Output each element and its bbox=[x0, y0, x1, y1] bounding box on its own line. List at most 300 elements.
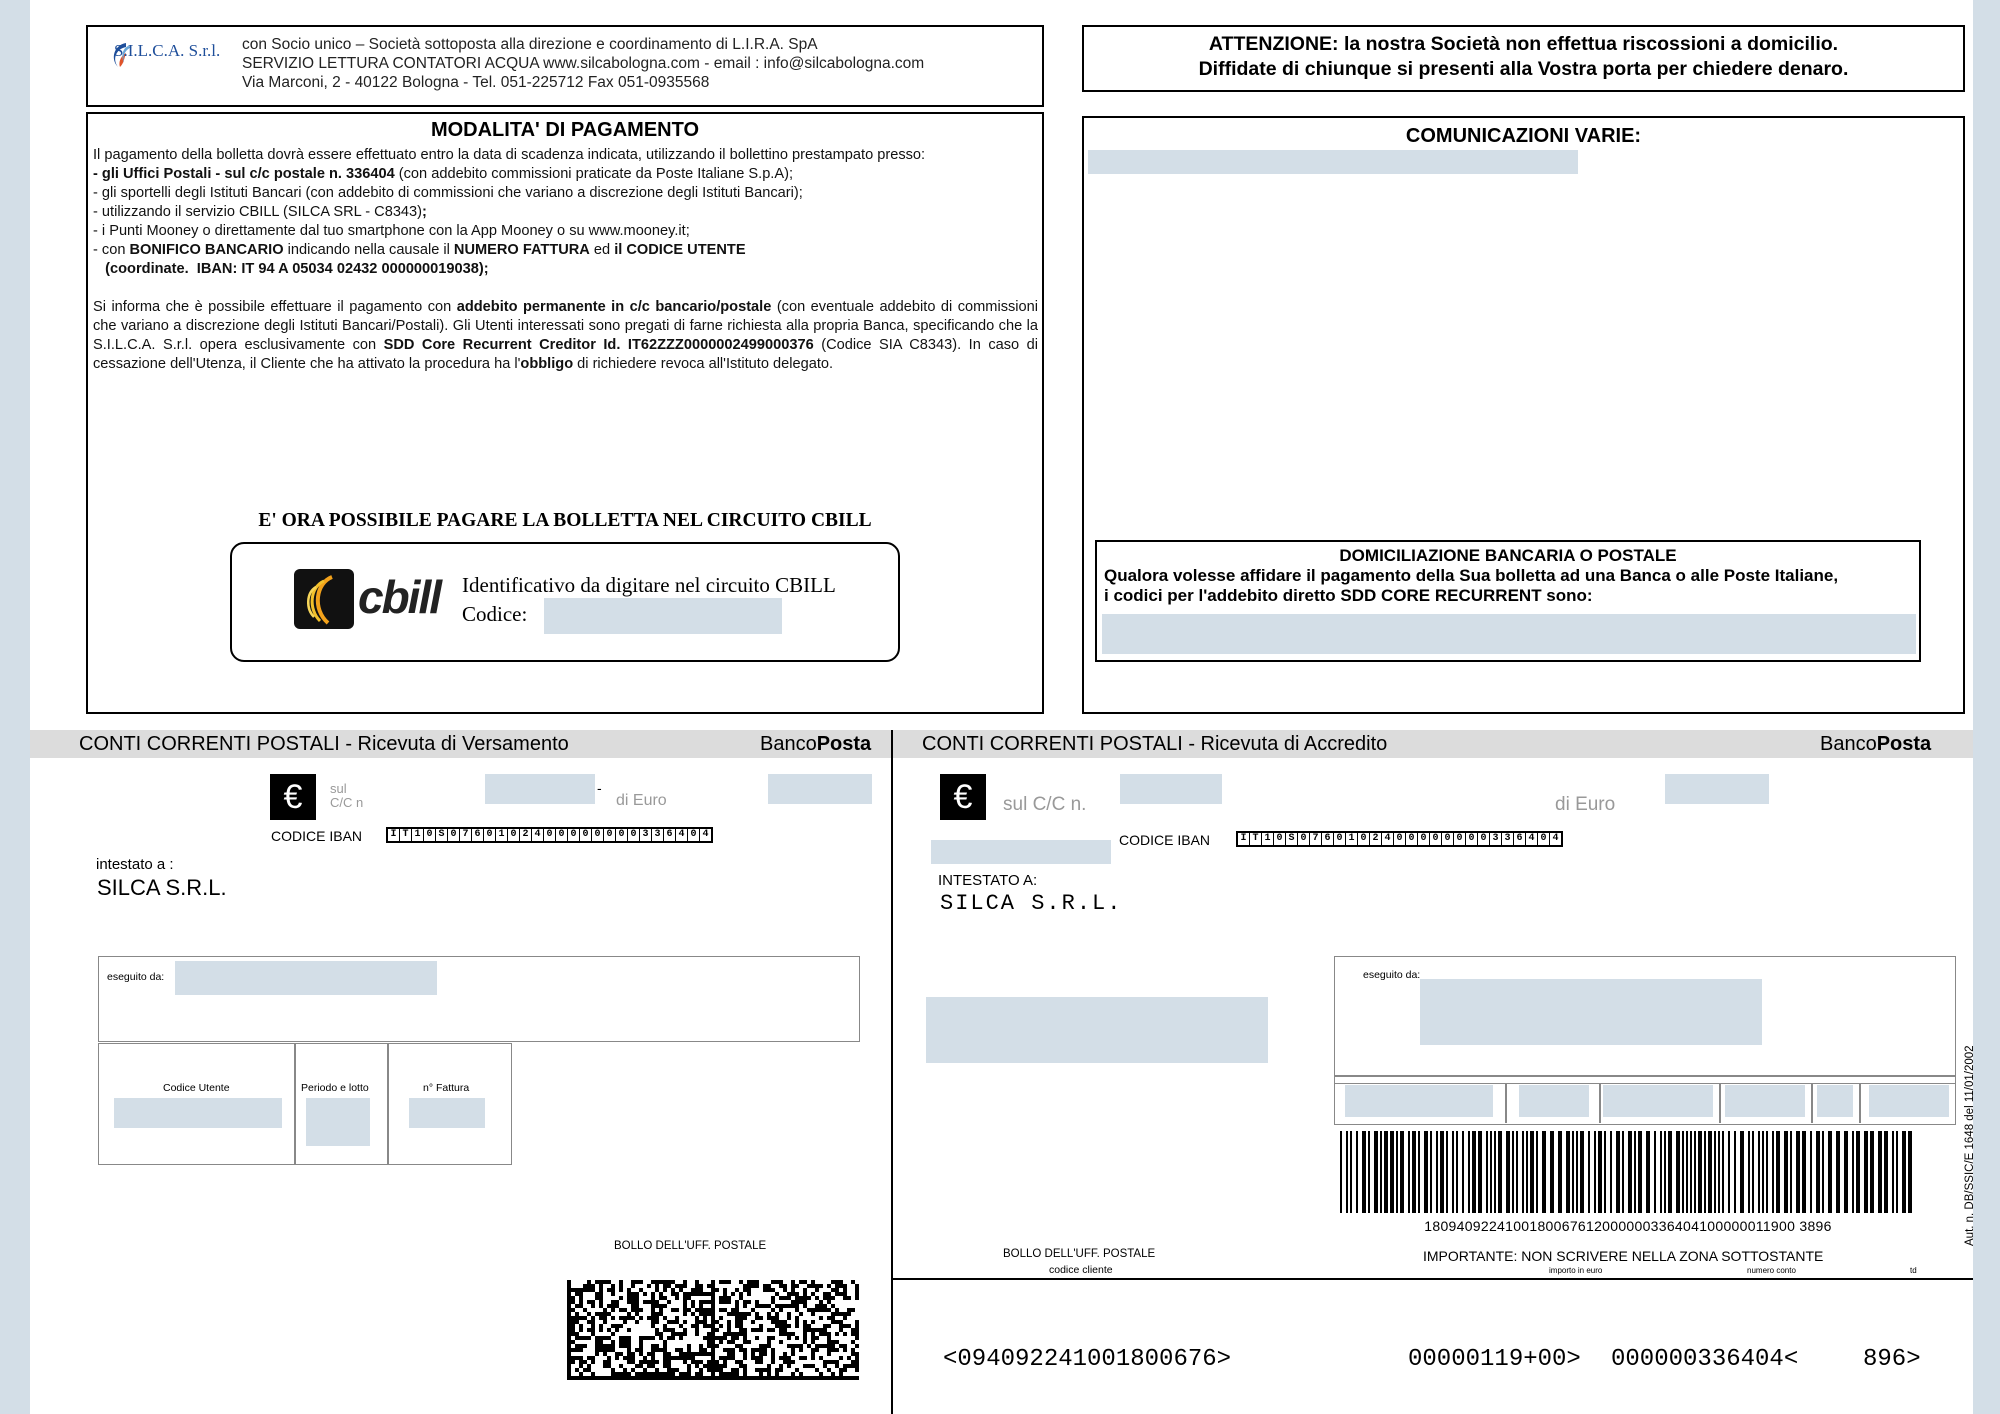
matrix-module bbox=[647, 1352, 651, 1356]
matrix-module bbox=[627, 1288, 631, 1292]
code-cell bbox=[1817, 1085, 1853, 1117]
barcode-bar bbox=[1452, 1131, 1454, 1213]
matrix-module bbox=[667, 1356, 671, 1360]
matrix-module bbox=[619, 1288, 623, 1292]
matrix-module bbox=[699, 1344, 703, 1348]
matrix-module bbox=[727, 1320, 731, 1324]
matrix-module bbox=[811, 1308, 815, 1312]
matrix-module bbox=[631, 1376, 635, 1380]
matrix-module bbox=[611, 1292, 615, 1296]
barcode-bar bbox=[1436, 1131, 1438, 1213]
matrix-module bbox=[771, 1360, 775, 1364]
matrix-module bbox=[731, 1332, 735, 1336]
matrix-module bbox=[627, 1360, 631, 1364]
iban-char: I bbox=[1238, 833, 1249, 845]
barcode-bar bbox=[1664, 1131, 1666, 1213]
matrix-module bbox=[611, 1324, 615, 1328]
matrix-module bbox=[583, 1368, 587, 1372]
communications-text bbox=[1088, 150, 1578, 174]
bancoposta-logo-right: BancoPosta bbox=[1820, 733, 1932, 755]
matrix-module bbox=[811, 1312, 815, 1316]
barcode-bar bbox=[1526, 1131, 1528, 1213]
matrix-module bbox=[643, 1360, 647, 1364]
matrix-module bbox=[647, 1284, 651, 1288]
matrix-module bbox=[635, 1304, 639, 1308]
matrix-module bbox=[839, 1356, 843, 1360]
matrix-module bbox=[835, 1312, 839, 1316]
barcode-icon bbox=[1340, 1131, 1918, 1215]
matrix-module bbox=[639, 1288, 643, 1292]
matrix-module bbox=[671, 1320, 675, 1324]
matrix-module bbox=[567, 1320, 571, 1324]
matrix-module bbox=[639, 1336, 643, 1340]
matrix-module bbox=[679, 1352, 683, 1356]
matrix-module bbox=[783, 1332, 787, 1336]
matrix-module bbox=[767, 1284, 771, 1288]
matrix-module bbox=[643, 1356, 647, 1360]
matrix-module bbox=[799, 1300, 803, 1304]
matrix-module bbox=[827, 1308, 831, 1312]
matrix-module bbox=[815, 1368, 819, 1372]
amount-right bbox=[1665, 774, 1769, 804]
matrix-module bbox=[635, 1300, 639, 1304]
matrix-module bbox=[675, 1320, 679, 1324]
matrix-module bbox=[683, 1328, 687, 1332]
matrix-module bbox=[579, 1348, 583, 1352]
payment-intro: Il pagamento della bolletta dovrà essere effettuato entro la data di scadenza indicata, utilizzando il bollettino prestampato presso: bbox=[93, 147, 926, 163]
matrix-module bbox=[795, 1292, 799, 1296]
iban-char: 7 bbox=[460, 829, 471, 841]
matrix-module bbox=[783, 1296, 787, 1300]
matrix-module bbox=[779, 1368, 783, 1372]
bancoposta-logo-left: BancoPosta bbox=[760, 733, 872, 755]
matrix-module bbox=[843, 1344, 847, 1348]
matrix-module bbox=[803, 1364, 807, 1368]
codice-utente-value bbox=[114, 1098, 282, 1128]
cbill-logo-text: cbill bbox=[358, 571, 441, 623]
matrix-module bbox=[803, 1340, 807, 1344]
matrix-module bbox=[659, 1280, 663, 1284]
company-logo-text: S.I.L.C.A. S.r.l. bbox=[114, 41, 221, 60]
cc-number-right bbox=[1120, 774, 1222, 804]
matrix-module bbox=[763, 1344, 767, 1348]
matrix-module bbox=[835, 1292, 839, 1296]
matrix-module bbox=[587, 1356, 591, 1360]
matrix-module bbox=[647, 1300, 651, 1304]
barcode-bar bbox=[1478, 1131, 1482, 1213]
matrix-module bbox=[675, 1376, 679, 1380]
matrix-module bbox=[743, 1312, 747, 1316]
matrix-module bbox=[771, 1376, 775, 1380]
barcode-bar bbox=[1884, 1131, 1888, 1213]
iban-char: 0 bbox=[1406, 833, 1417, 845]
matrix-module bbox=[831, 1296, 835, 1300]
matrix-module bbox=[787, 1336, 791, 1340]
matrix-module bbox=[751, 1328, 755, 1332]
matrix-module bbox=[707, 1332, 711, 1336]
matrix-module bbox=[807, 1284, 811, 1288]
barcode-bar bbox=[1346, 1131, 1348, 1213]
matrix-module bbox=[851, 1364, 855, 1368]
matrix-module bbox=[659, 1348, 663, 1352]
barcode-bar bbox=[1430, 1131, 1432, 1213]
matrix-module bbox=[767, 1372, 771, 1376]
matrix-module bbox=[771, 1356, 775, 1360]
matrix-module bbox=[675, 1316, 679, 1320]
matrix-module bbox=[731, 1352, 735, 1356]
matrix-module bbox=[571, 1360, 575, 1364]
barcode-bar bbox=[1384, 1131, 1388, 1213]
iban-char: 0 bbox=[448, 829, 459, 841]
matrix-module bbox=[635, 1376, 639, 1380]
payment-item-mooney: - i Punti Mooney o direttamente dal tuo smartphone con la App Mooney o su www.mooney.it; bbox=[93, 223, 690, 239]
matrix-module bbox=[811, 1376, 815, 1380]
matrix-module bbox=[855, 1320, 859, 1324]
matrix-module bbox=[799, 1376, 803, 1380]
matrix-module bbox=[611, 1348, 615, 1352]
matrix-module bbox=[607, 1304, 611, 1308]
matrix-module bbox=[835, 1360, 839, 1364]
matrix-module bbox=[711, 1376, 715, 1380]
matrix-module bbox=[695, 1332, 699, 1336]
matrix-module bbox=[627, 1340, 631, 1344]
matrix-module bbox=[607, 1360, 611, 1364]
matrix-module bbox=[831, 1348, 835, 1352]
matrix-module bbox=[683, 1300, 687, 1304]
iban-left bbox=[386, 827, 713, 843]
direct-debit-line-1: Qualora volesse affidare il pagamento della Sua bolletta ad una Banca o alle Poste Italiane, bbox=[1104, 566, 1839, 585]
matrix-module bbox=[827, 1344, 831, 1348]
table-divider bbox=[1505, 1083, 1507, 1123]
td-label: td bbox=[1910, 1266, 1917, 1275]
matrix-module bbox=[575, 1316, 579, 1320]
matrix-module bbox=[755, 1284, 759, 1288]
matrix-module bbox=[683, 1332, 687, 1336]
matrix-module bbox=[791, 1360, 795, 1364]
barcode-bar bbox=[1784, 1131, 1788, 1213]
matrix-module bbox=[567, 1344, 571, 1348]
matrix-module bbox=[815, 1304, 819, 1308]
matrix-module bbox=[695, 1360, 699, 1364]
matrix-module bbox=[687, 1368, 691, 1372]
matrix-module bbox=[767, 1368, 771, 1372]
matrix-module bbox=[751, 1348, 755, 1352]
matrix-module bbox=[707, 1292, 711, 1296]
matrix-module bbox=[671, 1332, 675, 1336]
matrix-module bbox=[835, 1348, 839, 1352]
iban-char: 0 bbox=[604, 829, 615, 841]
matrix-module bbox=[651, 1292, 655, 1296]
direct-debit-line-2: i codici per l'addebito diretto SDD CORE RECURRENT sono: bbox=[1104, 586, 1593, 605]
matrix-module bbox=[711, 1316, 715, 1320]
matrix-module bbox=[691, 1360, 695, 1364]
matrix-module bbox=[567, 1348, 571, 1352]
matrix-module bbox=[579, 1360, 583, 1364]
matrix-module bbox=[567, 1340, 571, 1344]
matrix-module bbox=[755, 1356, 759, 1360]
matrix-module bbox=[735, 1308, 739, 1312]
codes-row-right bbox=[1335, 1075, 1955, 1077]
matrix-module bbox=[723, 1348, 727, 1352]
eseguito-label-left: eseguito da: bbox=[107, 971, 165, 983]
barcode-bar bbox=[1822, 1131, 1824, 1213]
matrix-module bbox=[703, 1312, 707, 1316]
matrix-module bbox=[831, 1316, 835, 1320]
matrix-module bbox=[727, 1352, 731, 1356]
matrix-module bbox=[767, 1344, 771, 1348]
matrix-module bbox=[715, 1360, 719, 1364]
matrix-module bbox=[667, 1364, 671, 1368]
matrix-module bbox=[703, 1348, 707, 1352]
matrix-module bbox=[763, 1348, 767, 1352]
matrix-module bbox=[687, 1348, 691, 1352]
matrix-module bbox=[655, 1280, 659, 1284]
matrix-module bbox=[855, 1364, 859, 1368]
matrix-module bbox=[599, 1340, 603, 1344]
matrix-module bbox=[747, 1340, 751, 1344]
matrix-module bbox=[579, 1328, 583, 1332]
matrix-module bbox=[723, 1288, 727, 1292]
col-codice-utente: Codice Utente bbox=[163, 1082, 230, 1094]
matrix-module bbox=[743, 1332, 747, 1336]
matrix-module bbox=[755, 1304, 759, 1308]
matrix-module bbox=[699, 1352, 703, 1356]
matrix-module bbox=[779, 1356, 783, 1360]
matrix-module bbox=[619, 1280, 623, 1284]
matrix-module bbox=[695, 1320, 699, 1324]
iban-char: 0 bbox=[616, 829, 627, 841]
communications-box bbox=[1082, 116, 1965, 714]
matrix-module bbox=[567, 1308, 571, 1312]
matrix-module bbox=[723, 1280, 727, 1284]
matrix-module bbox=[675, 1296, 679, 1300]
matrix-module bbox=[667, 1300, 671, 1304]
matrix-module bbox=[631, 1368, 635, 1372]
matrix-module bbox=[627, 1352, 631, 1356]
matrix-module bbox=[811, 1340, 815, 1344]
matrix-module bbox=[575, 1288, 579, 1292]
matrix-module bbox=[803, 1304, 807, 1308]
barcode-bar bbox=[1380, 1131, 1382, 1213]
matrix-module bbox=[703, 1324, 707, 1328]
cbill-code-label: Codice: bbox=[462, 602, 528, 626]
matrix-module bbox=[755, 1376, 759, 1380]
matrix-module bbox=[695, 1324, 699, 1328]
matrix-module bbox=[739, 1360, 743, 1364]
matrix-module bbox=[763, 1288, 767, 1292]
matrix-module bbox=[571, 1348, 575, 1352]
matrix-module bbox=[599, 1300, 603, 1304]
matrix-module bbox=[691, 1288, 695, 1292]
matrix-module bbox=[651, 1324, 655, 1328]
barcode-bar bbox=[1892, 1131, 1894, 1213]
matrix-module bbox=[631, 1356, 635, 1360]
barcode-bar bbox=[1472, 1131, 1476, 1213]
matrix-module bbox=[599, 1316, 603, 1320]
iban-char: 3 bbox=[1490, 833, 1501, 845]
barcode-bar bbox=[1686, 1131, 1688, 1213]
barcode-bar bbox=[1836, 1131, 1840, 1213]
matrix-module bbox=[683, 1296, 687, 1300]
matrix-module bbox=[739, 1376, 743, 1380]
matrix-module bbox=[627, 1376, 631, 1380]
matrix-module bbox=[683, 1292, 687, 1296]
matrix-module bbox=[723, 1296, 727, 1300]
matrix-module bbox=[691, 1376, 695, 1380]
matrix-module bbox=[775, 1372, 779, 1376]
matrix-module bbox=[703, 1320, 707, 1324]
matrix-module bbox=[651, 1308, 655, 1312]
matrix-module bbox=[815, 1336, 819, 1340]
matrix-module bbox=[839, 1344, 843, 1348]
matrix-module bbox=[651, 1360, 655, 1364]
matrix-module bbox=[743, 1376, 747, 1380]
matrix-module bbox=[627, 1328, 631, 1332]
matrix-module bbox=[739, 1328, 743, 1332]
matrix-module bbox=[635, 1364, 639, 1368]
matrix-module bbox=[767, 1336, 771, 1340]
matrix-module bbox=[611, 1300, 615, 1304]
matrix-module bbox=[751, 1284, 755, 1288]
matrix-module bbox=[727, 1356, 731, 1360]
matrix-module bbox=[719, 1356, 723, 1360]
matrix-module bbox=[743, 1328, 747, 1332]
matrix-module bbox=[591, 1320, 595, 1324]
barcode-bar bbox=[1694, 1131, 1696, 1213]
barcode-bar bbox=[1542, 1131, 1546, 1213]
matrix-module bbox=[823, 1360, 827, 1364]
matrix-module bbox=[587, 1368, 591, 1372]
matrix-module bbox=[827, 1376, 831, 1380]
matrix-module bbox=[659, 1332, 663, 1336]
matrix-module bbox=[599, 1336, 603, 1340]
matrix-module bbox=[719, 1324, 723, 1328]
matrix-module bbox=[703, 1336, 707, 1340]
barcode-bar bbox=[1610, 1131, 1612, 1213]
matrix-module bbox=[727, 1372, 731, 1376]
matrix-module bbox=[763, 1368, 767, 1372]
iban-char: 0 bbox=[1418, 833, 1429, 845]
matrix-module bbox=[655, 1312, 659, 1316]
matrix-module bbox=[663, 1356, 667, 1360]
periodo-lotto-value bbox=[306, 1098, 370, 1146]
code-cell bbox=[1519, 1085, 1589, 1117]
matrix-module bbox=[759, 1324, 763, 1328]
matrix-module bbox=[611, 1376, 615, 1380]
matrix-module bbox=[699, 1348, 703, 1352]
iban-char: 0 bbox=[1454, 833, 1465, 845]
matrix-module bbox=[683, 1372, 687, 1376]
matrix-module bbox=[839, 1284, 843, 1288]
matrix-module bbox=[767, 1376, 771, 1380]
matrix-module bbox=[567, 1284, 571, 1288]
matrix-module bbox=[783, 1320, 787, 1324]
matrix-module bbox=[755, 1328, 759, 1332]
barcode-bar bbox=[1810, 1131, 1812, 1213]
matrix-module bbox=[683, 1352, 687, 1356]
iban-char: 4 bbox=[1550, 833, 1561, 845]
matrix-module bbox=[751, 1280, 755, 1284]
iban-char: 6 bbox=[472, 829, 483, 841]
matrix-module bbox=[711, 1348, 715, 1352]
iban-char: 4 bbox=[1526, 833, 1537, 845]
matrix-module bbox=[839, 1328, 843, 1332]
matrix-module bbox=[727, 1340, 731, 1344]
matrix-module bbox=[743, 1300, 747, 1304]
matrix-module bbox=[579, 1336, 583, 1340]
matrix-module bbox=[735, 1368, 739, 1372]
matrix-module bbox=[731, 1368, 735, 1372]
matrix-module bbox=[711, 1356, 715, 1360]
matrix-module bbox=[655, 1320, 659, 1324]
iban-char: 0 bbox=[1466, 833, 1477, 845]
table-divider bbox=[387, 1044, 389, 1164]
matrix-module bbox=[623, 1344, 627, 1348]
iban-char: 0 bbox=[1442, 833, 1453, 845]
matrix-module bbox=[615, 1304, 619, 1308]
matrix-module bbox=[603, 1312, 607, 1316]
table-divider bbox=[294, 1044, 296, 1164]
matrix-module bbox=[815, 1284, 819, 1288]
matrix-module bbox=[671, 1292, 675, 1296]
barcode-bar bbox=[1734, 1131, 1736, 1213]
matrix-module bbox=[715, 1336, 719, 1340]
matrix-module bbox=[795, 1320, 799, 1324]
matrix-module bbox=[723, 1372, 727, 1376]
matrix-module bbox=[623, 1308, 627, 1312]
matrix-module bbox=[651, 1300, 655, 1304]
address-block-right bbox=[926, 997, 1268, 1063]
matrix-module bbox=[791, 1372, 795, 1376]
matrix-module bbox=[775, 1368, 779, 1372]
barcode-bar bbox=[1802, 1131, 1806, 1213]
matrix-module bbox=[787, 1316, 791, 1320]
barcode-bar bbox=[1558, 1131, 1562, 1213]
barcode-bar bbox=[1790, 1131, 1792, 1213]
matrix-module bbox=[795, 1296, 799, 1300]
matrix-module bbox=[827, 1352, 831, 1356]
matrix-module bbox=[791, 1332, 795, 1336]
matrix-module bbox=[607, 1376, 611, 1380]
matrix-module bbox=[791, 1344, 795, 1348]
matrix-module bbox=[687, 1292, 691, 1296]
barcode-bar bbox=[1828, 1131, 1832, 1213]
matrix-module bbox=[751, 1356, 755, 1360]
matrix-module bbox=[611, 1284, 615, 1288]
payment-item-post: - gli Uffici Postali - sul c/c postale n. 336404 (con addebito commissioni praticate da Poste Italiane S.p.A); bbox=[93, 166, 794, 182]
matrix-module bbox=[707, 1360, 711, 1364]
matrix-module bbox=[755, 1368, 759, 1372]
matrix-module bbox=[811, 1336, 815, 1340]
matrix-module bbox=[611, 1332, 615, 1336]
matrix-module bbox=[791, 1376, 795, 1380]
barcode-bar bbox=[1522, 1131, 1524, 1213]
matrix-module bbox=[811, 1328, 815, 1332]
matrix-module bbox=[727, 1280, 731, 1284]
iban-char: S bbox=[436, 829, 447, 841]
matrix-module bbox=[687, 1376, 691, 1380]
matrix-module bbox=[803, 1328, 807, 1332]
matrix-module bbox=[759, 1348, 763, 1352]
matrix-module bbox=[855, 1328, 859, 1332]
matrix-module bbox=[803, 1320, 807, 1324]
matrix-module bbox=[607, 1328, 611, 1332]
matrix-module bbox=[655, 1360, 659, 1364]
matrix-module bbox=[767, 1312, 771, 1316]
matrix-module bbox=[851, 1308, 855, 1312]
matrix-module bbox=[683, 1360, 687, 1364]
matrix-module bbox=[595, 1292, 599, 1296]
